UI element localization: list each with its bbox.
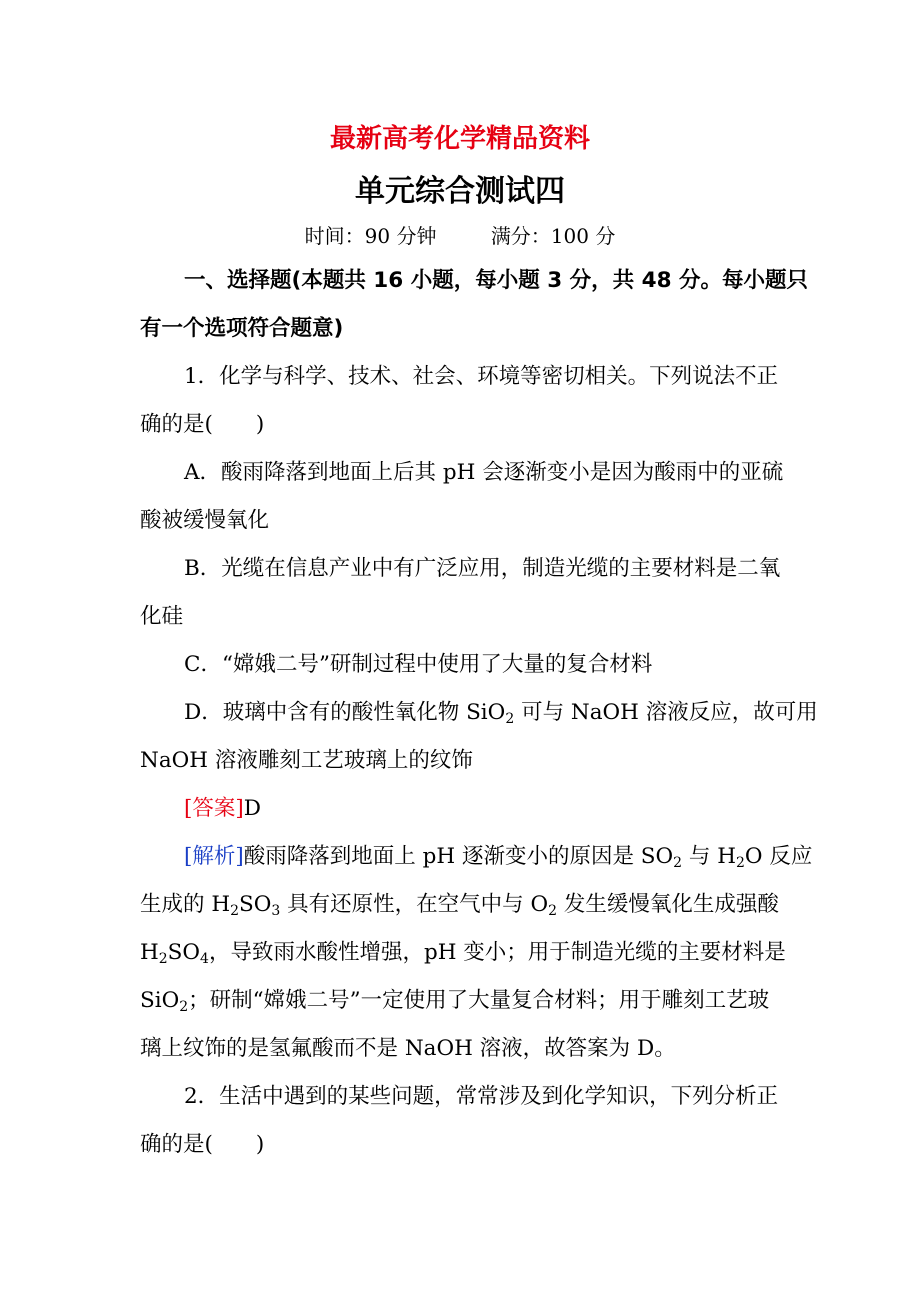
q1-explanation-line3: $H_2SO_4$，导致雨水酸性增强，pH 变小；用于制造光缆的主要材料是: [140, 940, 786, 967]
q2-stem-line2: 确的是( ): [140, 1132, 265, 1157]
section-heading-line1: 一、选择题(本题共 16 小题，每小题 3 分，共 48 分。每小题只: [184, 268, 809, 293]
q1-explanation-line2: 生成的 $H_2SO_3$ 具有还原性，在空气中与 $O_2$ 发生缓慢氧化生成强酸: [140, 892, 779, 919]
q1-explanation-line5: 璃上纹饰的是氢氟酸而不是 NaOH 溶液，故答案为 D。: [140, 1036, 676, 1061]
explanation-label: [解析]: [184, 844, 244, 869]
q1-stem-line1: 1．化学与科学、技术、社会、环境等密切相关。下列说法不正: [184, 364, 779, 389]
answer-value: D: [243, 796, 262, 821]
q1-option-c: C．“嫦娥二号”研制过程中使用了大量的复合材料: [184, 652, 653, 677]
answer-label: [答案]: [184, 796, 244, 821]
q1-stem-line2: 确的是( ): [140, 412, 265, 437]
q1-answer: [184, 794, 824, 824]
q1-option-a-line2: 酸被缓慢氧化: [140, 508, 270, 533]
q1-option-d-line2: NaOH 溶液雕刻工艺玻璃上的纹饰: [140, 748, 473, 773]
q1-option-d-line1: D．玻璃中含有的酸性氧化物 SiO$_2$ 可与 NaOH 溶液反应，故可用: [184, 700, 818, 727]
q1-explanation-line1: [解析]酸雨降落到地面上 pH 逐渐变小的原因是 $SO_2$ 与 $H_2O$ 反应: [184, 844, 813, 871]
page-title: 单元综合测试四: [355, 174, 565, 209]
q1-option-b-line1: B．光缆在信息产业中有广泛应用，制造光缆的主要材料是二氧: [184, 556, 781, 581]
exam-meta: [0, 220, 920, 249]
q1-option-b-line2: 化硅: [140, 604, 184, 629]
q1-option-a-line1: A．酸雨降落到地面上后其 pH 会逐渐变小是因为酸雨中的亚硫: [184, 460, 784, 485]
banner-title: 最新高考化学精品资料: [329, 124, 590, 154]
section-heading-line2: 有一个选项符合题意): [140, 316, 344, 341]
q1-explanation-line4: SiO$_2$；研制“嫦娥二号”一定使用了大量复合材料；用于雕刻工艺玻: [140, 988, 770, 1015]
time-limit: 时间：90 分钟: [304, 224, 437, 248]
q2-stem-line1: 2．生活中遇到的某些问题，常常涉及到化学知识，下列分析正: [184, 1084, 779, 1109]
full-score: 满分：100 分: [490, 224, 616, 248]
